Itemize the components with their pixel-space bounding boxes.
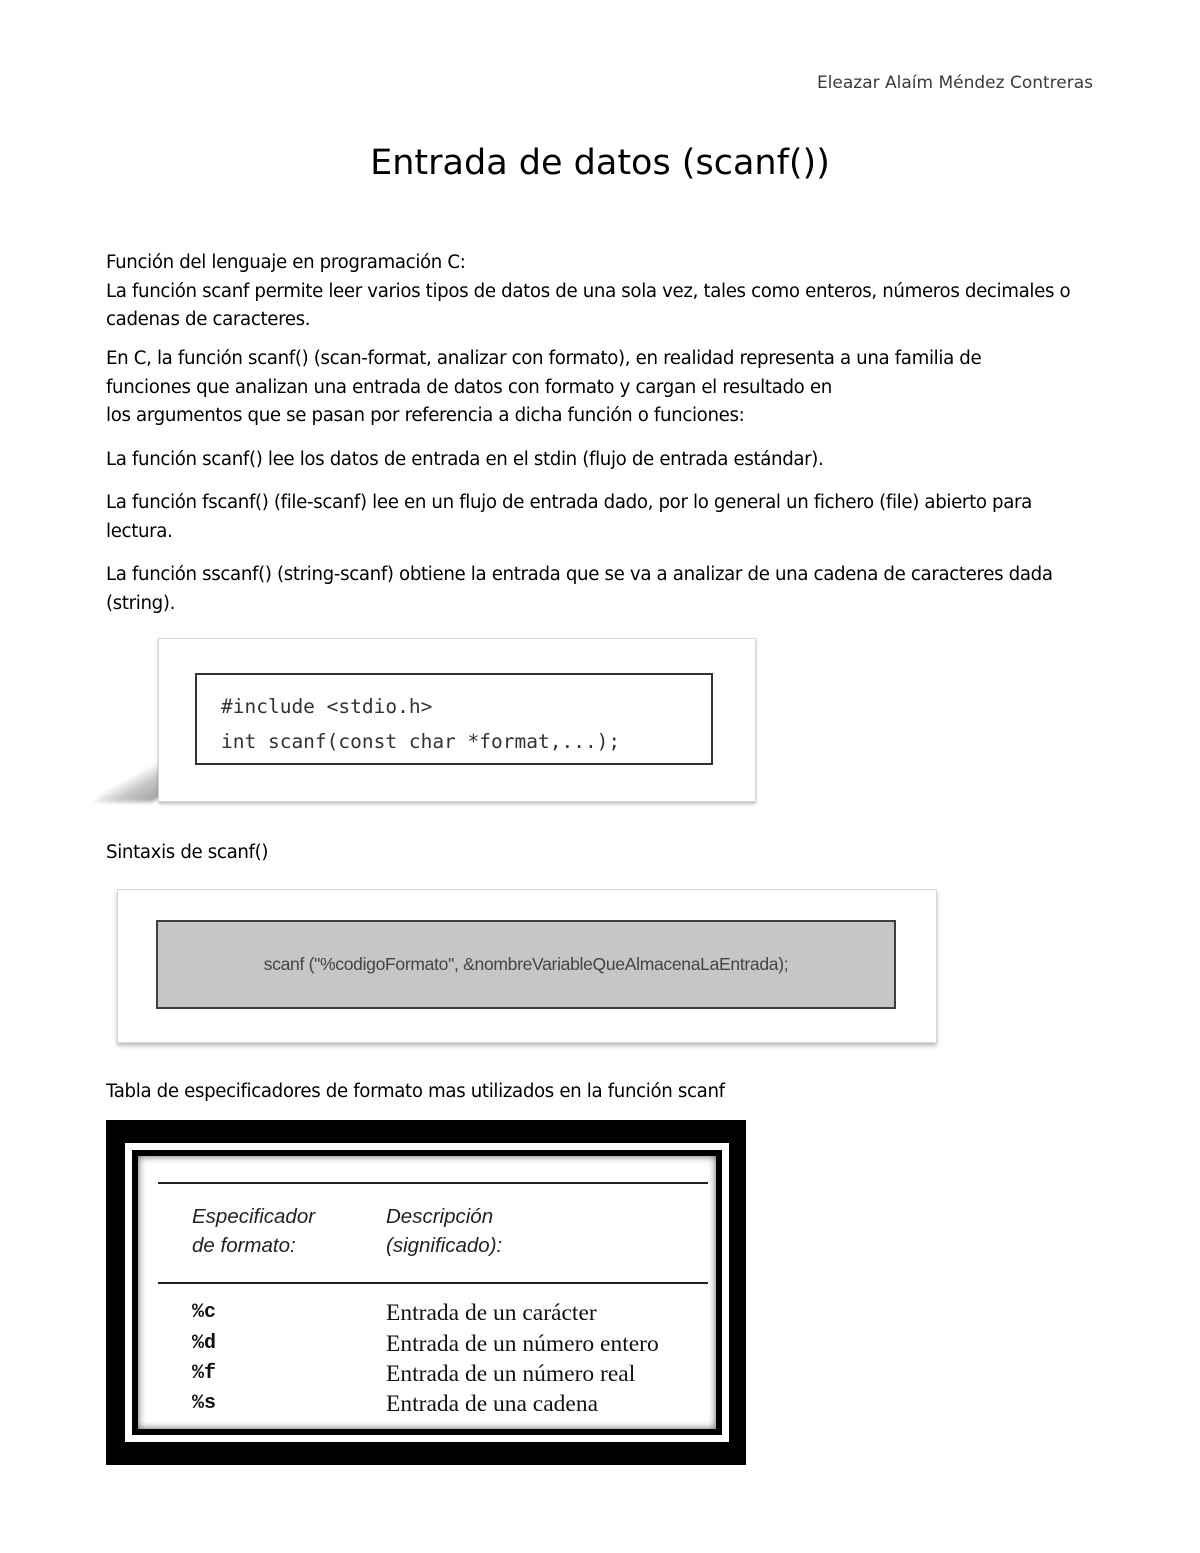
table-row [192, 1329, 712, 1359]
row-description: Entrada de un número entero [386, 1331, 659, 1357]
page-title: Entrada de datos (scanf()) [370, 143, 830, 183]
fscanf-paragraph: La función fscanf() (file-scanf) lee en un flujo de entrada dado, por lo general un fichero (file) abierto para lectura. [106, 492, 1032, 542]
specifiers-table-figure [106, 1120, 746, 1465]
row-specifier: %d [192, 1332, 217, 1355]
family-line-1: En C, la función scanf() (scan-format, analizar con formato), en realidad representa a una familia de [106, 348, 982, 369]
table-frame-black [132, 1150, 722, 1435]
row-description: Entrada de un carácter [386, 1300, 597, 1326]
specifiers-table [138, 1156, 716, 1429]
prototype-code-box [195, 673, 713, 765]
sscanf-paragraph: La función sscanf() (string-scanf) obtiene la entrada que se va a analizar de una cadena de caracteres dada (string). [106, 564, 1053, 614]
author-name: Eleazar Alaím Méndez Contreras [816, 73, 1093, 93]
prototype-line-include: #include <stdio.h> [221, 695, 433, 718]
column-header-description: Descripción (significado): [386, 1205, 503, 1257]
row-description: Entrada de una cadena [386, 1391, 599, 1417]
family-line-3: los argumentos que se pasan por referencia a dicha función o funciones: [106, 405, 745, 427]
intro-section [106, 249, 1101, 335]
table-row [192, 1298, 712, 1328]
table-row [192, 1389, 712, 1419]
row-specifier: %c [192, 1301, 217, 1324]
prototype-figure [158, 638, 756, 802]
intro-text: La función scanf permite leer varios tipos de datos de una sola vez, tales como enteros, números decimales o cadenas de caracteres. [106, 280, 1071, 331]
syntax-heading: Sintaxis de scanf() [106, 842, 269, 863]
row-specifier: %s [192, 1392, 217, 1415]
table-header-rule [158, 1282, 708, 1284]
syntax-figure [117, 889, 937, 1043]
table-row [192, 1359, 712, 1389]
family-line-2: funciones que analizan una entrada de datos con formato y cargan el resultado en [106, 376, 832, 398]
syntax-code-box [156, 920, 896, 1009]
table-frame-white [125, 1143, 729, 1442]
row-specifier: %f [192, 1362, 217, 1385]
table-top-rule [158, 1182, 708, 1184]
row-description: Entrada de un número real [386, 1361, 636, 1387]
prototype-line-signature: int scanf(const char *format,...); [221, 730, 621, 753]
table-heading: Tabla de especificadores de formato mas utilizados en la función scanf [106, 1081, 725, 1102]
syntax-code: scanf ("%codigoFormato", &nombreVariableQueAlmacenaLaEntrada); [263, 954, 789, 974]
column-header-specifier: Especificador de formato: [192, 1205, 316, 1257]
family-paragraph [106, 345, 1101, 431]
intro-heading: Función del lenguaje en programación C: [106, 252, 466, 273]
scanf-paragraph: La función scanf() lee los datos de entrada en el stdin (flujo de entrada estándar). [106, 449, 824, 470]
